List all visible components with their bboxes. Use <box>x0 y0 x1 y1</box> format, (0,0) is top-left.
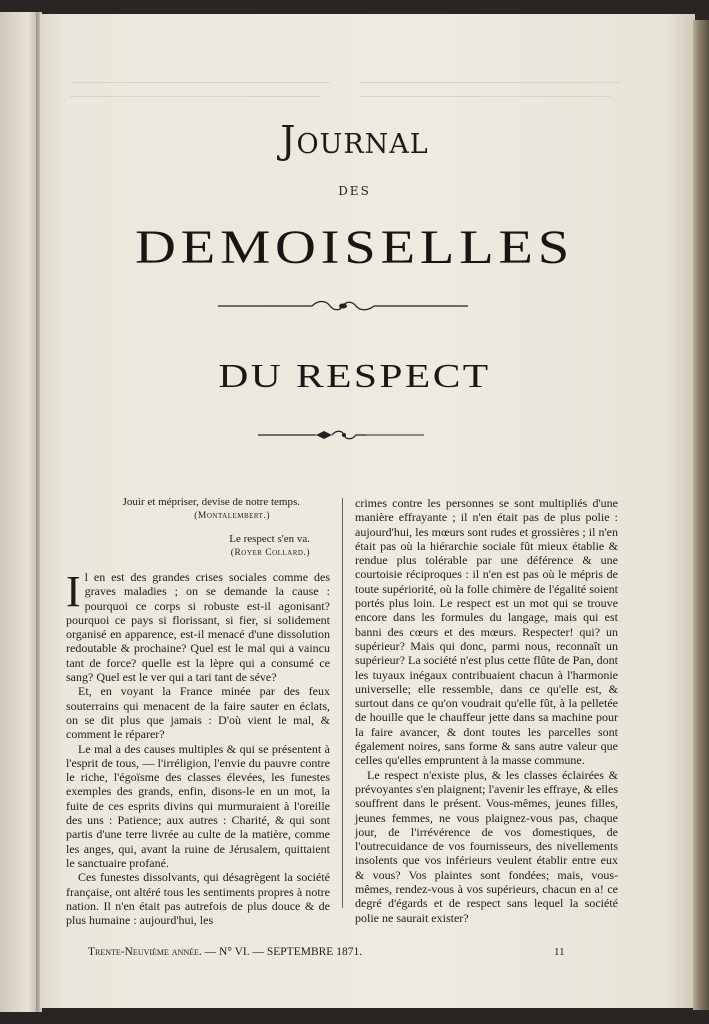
epigraph-text: Le respect s'en va. <box>229 533 310 545</box>
issue-line: Trente-Neuvième année. — N° VI. — SEPTEMBRE 1871. <box>88 946 363 958</box>
paragraph: crimes contre les personnes se sont multipliés d'une manière effrayante ; il n'en était pas de plus polie : aujourd'hui, les mœurs sont rudes et grossières ; il n'en était pas où la hiérarchie sociale fût mieux établie & rendue plus tolérable par une déférence & une courtoisie réciproques : il n'en est pas où le mépris de toute supériorité, où la folle chimère de l'égalité soient portés plus loin. Le respect est un mot qui se trouve encore dans les formules du langage, mais qui est banni des cœurs et des mœurs. Respecter! qui? un supérieur? Mais qui donc, parmi nous, reconnaît un supérieur? La société n'est plus cette flûte de Pan, dont les tuyaux inégaux contribuaient chacun à l'harmonie universelle; elle ressemble, dans ce qu'elle est, & surtout dans ce qu'on voudrait qu'elle fût, à la pelletée de houille que le chauffeur jette dans sa machine pour la faire avancer, & dont toutes les parcelles sont également noires, sans forme & sans autre valeur que celles qu'elles empruntent à la masse commune. <box>355 496 618 768</box>
column-rule <box>342 498 343 908</box>
article-left-column <box>66 496 330 927</box>
epigraph-author: (Montalembert.) <box>194 510 270 521</box>
epigraph-text: Jouir et mépriser, devise de notre temps. <box>122 496 300 508</box>
paragraph: Il en est des grandes crises sociales comme des graves maladies ; on se demande la cause : pourquoi ce corps si robuste est-il agonisant? pourquoi ce pays si florissant, si fier, si solidement organisé en apparence, est-il menacé d'une dissolution redoutable & prochaine? Quel est le mal qui a vaincu tant de force? quelle est la lèpre qui a consumé ce sang? Quel est le ver qui a tari tant de séve? <box>66 567 330 685</box>
page-stack-edge <box>693 20 709 1010</box>
paragraph: Le mal a des causes multiples & qui se présentent à l'esprit de tous, — l'irréligion, l'envie du pauvre contre le riche, l'égoïsme des classes élevées, les funestes exemples des grands, enfin, disons-le en un mot, la fuite de ces esprits divins qui murmuraient à l'oreille des uns : Patience; aux autres : Charité, & qui sont partis d'une terre livrée au culte de la matière, comme les anges, qui, avant la ruine de Jérusalem, quittaient le sanctuaire profané. <box>66 741 330 870</box>
epigraph-author: (Royer Collard.) <box>230 547 310 558</box>
paragraph: Ces funestes dissolvants, qui désagrègent la société française, ont altéré tous les sentiments propres à notre nation. Il n'en était pas autrefois de plus douce & de plus humaine : aujourd'hui, les <box>66 870 330 928</box>
signature-mark: 11 <box>554 946 565 958</box>
masthead-journal-text: Journal <box>280 118 429 162</box>
ornament-divider-top <box>218 297 468 315</box>
page-footer <box>88 946 568 958</box>
drop-cap: I <box>66 567 81 616</box>
paragraph: Le respect n'existe plus, & les classes éclairées & prévoyantes s'en plaignent; l'avenir les effraye, & elles souffrent dans le présent. Vous-mêmes, jeunes filles, jeunes femmes, ne vous plaignez-vous pas, chaque jour, de l'irrévérence de vos domestiques, de l'outrecuidance de vos fournisseurs, des nivellements insolents que vos inférieurs veulent établir entre eux & vous? Vos plaintes sont fondées; mais, vous-mêmes, rendez-vous à vos supérieurs, chacun en a! ce degré d'égards et de respect sans lequel la société polie ne saurait exister? <box>355 767 618 925</box>
masthead-title: DEMOISELLES <box>135 221 574 274</box>
masthead-des: DES <box>338 184 371 198</box>
ornament-divider-bottom <box>258 428 424 442</box>
paragraph: Et, en voyant la France minée par des feux souterrains qui menacent de la faire sauter en éclats, on se dit plus que jamais : D'où vient le mal, & comment le réparer? <box>66 684 330 742</box>
article-title: DU RESPECT <box>218 358 491 395</box>
epigraph-1 <box>66 496 300 523</box>
masthead-journal <box>0 118 709 162</box>
article-right-column <box>355 496 618 925</box>
epigraph-2 <box>66 533 310 560</box>
previous-page-edge <box>0 12 40 1012</box>
